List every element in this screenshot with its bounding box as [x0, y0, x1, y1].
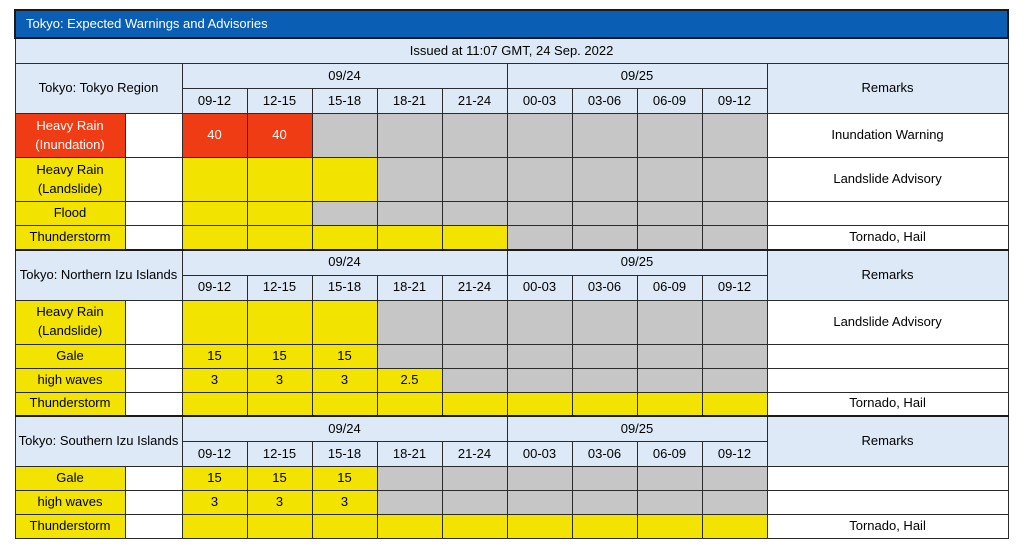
forecast-cell	[572, 368, 637, 392]
date-header: 09/25	[507, 250, 767, 276]
warning-row	[15, 368, 1008, 392]
phenomenon-label: Gale	[15, 344, 125, 368]
forecast-cell	[442, 158, 507, 202]
forecast-cell	[312, 392, 377, 416]
forecast-cell: 40	[182, 114, 247, 158]
forecast-cell	[377, 515, 442, 539]
forecast-cell	[182, 392, 247, 416]
forecast-cell	[702, 202, 767, 226]
forecast-cell: 15	[312, 344, 377, 368]
region-date-row	[15, 416, 1008, 442]
forecast-cell	[507, 344, 572, 368]
blank-cell	[125, 158, 182, 202]
forecast-cell	[377, 226, 442, 250]
warning-row	[15, 158, 1008, 202]
time-header: 00-03	[507, 442, 572, 467]
time-header: 09-12	[182, 89, 247, 114]
forecast-cell	[637, 158, 702, 202]
warnings-table	[14, 9, 1009, 539]
forecast-cell	[377, 158, 442, 202]
remark-cell: Landslide Advisory	[767, 158, 1008, 202]
time-header: 12-15	[247, 89, 312, 114]
time-header: 03-06	[572, 89, 637, 114]
issued-time: Issued at 11:07 GMT, 24 Sep. 2022	[15, 38, 1008, 64]
forecast-cell	[312, 226, 377, 250]
forecast-cell	[702, 114, 767, 158]
forecast-cell	[312, 515, 377, 539]
forecast-cell	[312, 114, 377, 158]
blank-cell	[125, 202, 182, 226]
remarks-header: Remarks	[767, 250, 1008, 301]
warning-row	[15, 467, 1008, 491]
forecast-cell	[377, 392, 442, 416]
forecast-cell	[442, 392, 507, 416]
date-header: 09/25	[507, 64, 767, 89]
forecast-cell	[702, 515, 767, 539]
forecast-cell: 15	[247, 344, 312, 368]
forecast-cell	[182, 300, 247, 344]
forecast-cell	[312, 300, 377, 344]
remarks-header: Remarks	[767, 64, 1008, 114]
region-date-row	[15, 250, 1008, 276]
blank-cell	[125, 114, 182, 158]
forecast-cell	[572, 300, 637, 344]
phenomenon-label: Thunderstorm	[15, 515, 125, 539]
forecast-cell: 2.5	[377, 368, 442, 392]
forecast-cell	[702, 491, 767, 515]
time-header: 06-09	[637, 275, 702, 300]
forecast-cell	[572, 202, 637, 226]
time-header: 21-24	[442, 89, 507, 114]
time-header: 18-21	[377, 442, 442, 467]
blank-cell	[125, 344, 182, 368]
time-header: 00-03	[507, 89, 572, 114]
forecast-cell	[312, 202, 377, 226]
remarks-header: Remarks	[767, 416, 1008, 467]
forecast-cell: 15	[312, 467, 377, 491]
remark-cell: Tornado, Hail	[767, 392, 1008, 416]
forecast-cell: 3	[182, 368, 247, 392]
region-name: Tokyo: Southern Izu Islands	[15, 416, 182, 467]
remark-cell: Tornado, Hail	[767, 515, 1008, 539]
forecast-cell	[637, 300, 702, 344]
blank-cell	[125, 368, 182, 392]
blank-cell	[125, 392, 182, 416]
forecast-cell	[182, 226, 247, 250]
forecast-cell	[247, 300, 312, 344]
forecast-cell	[572, 114, 637, 158]
time-header: 15-18	[312, 442, 377, 467]
time-header: 12-15	[247, 275, 312, 300]
date-header: 09/24	[182, 416, 507, 442]
time-header: 06-09	[637, 89, 702, 114]
forecast-cell: 15	[182, 467, 247, 491]
phenomenon-label: Heavy Rain (Inundation)	[15, 114, 125, 158]
remark-cell	[767, 368, 1008, 392]
time-header: 09-12	[702, 442, 767, 467]
warning-row	[15, 202, 1008, 226]
forecast-cell	[182, 515, 247, 539]
forecast-cell	[442, 114, 507, 158]
forecast-cell	[442, 491, 507, 515]
forecast-cell: 40	[247, 114, 312, 158]
forecast-cell	[702, 158, 767, 202]
blank-cell	[125, 300, 182, 344]
forecast-cell	[182, 158, 247, 202]
forecast-cell	[702, 368, 767, 392]
warning-row	[15, 392, 1008, 416]
forecast-cell	[702, 392, 767, 416]
forecast-cell	[507, 202, 572, 226]
time-header: 21-24	[442, 275, 507, 300]
forecast-cell	[702, 344, 767, 368]
forecast-cell	[637, 392, 702, 416]
time-header: 12-15	[247, 442, 312, 467]
date-header: 09/25	[507, 416, 767, 442]
forecast-cell	[572, 392, 637, 416]
forecast-cell	[247, 226, 312, 250]
forecast-cell	[442, 344, 507, 368]
warning-row	[15, 515, 1008, 539]
forecast-cell	[247, 392, 312, 416]
forecast-cell	[507, 368, 572, 392]
forecast-cell	[442, 515, 507, 539]
forecast-cell	[572, 467, 637, 491]
forecast-cell	[247, 202, 312, 226]
forecast-cell	[637, 467, 702, 491]
remark-cell	[767, 202, 1008, 226]
forecast-cell	[507, 467, 572, 491]
time-header: 03-06	[572, 275, 637, 300]
region-date-row	[15, 64, 1008, 89]
forecast-cell: 3	[312, 491, 377, 515]
forecast-cell: 3	[247, 368, 312, 392]
warning-row	[15, 491, 1008, 515]
time-header: 09-12	[702, 89, 767, 114]
forecast-cell	[247, 158, 312, 202]
region-name: Tokyo: Tokyo Region	[15, 64, 182, 114]
remark-cell	[767, 467, 1008, 491]
remark-cell	[767, 491, 1008, 515]
forecast-cell	[507, 392, 572, 416]
forecast-cell	[702, 467, 767, 491]
remark-cell: Tornado, Hail	[767, 226, 1008, 250]
blank-cell	[125, 467, 182, 491]
time-header: 15-18	[312, 89, 377, 114]
blank-cell	[125, 491, 182, 515]
warning-row	[15, 226, 1008, 250]
forecast-cell	[182, 202, 247, 226]
forecast-cell	[637, 114, 702, 158]
forecast-cell	[507, 226, 572, 250]
forecast-cell	[377, 491, 442, 515]
time-header: 15-18	[312, 275, 377, 300]
forecast-cell	[442, 368, 507, 392]
forecast-cell	[507, 114, 572, 158]
forecast-cell: 3	[247, 491, 312, 515]
forecast-cell	[377, 467, 442, 491]
phenomenon-label: Heavy Rain (Landslide)	[15, 158, 125, 202]
forecast-cell	[377, 202, 442, 226]
date-header: 09/24	[182, 250, 507, 276]
warning-row	[15, 114, 1008, 158]
blank-cell	[125, 515, 182, 539]
forecast-cell	[312, 158, 377, 202]
time-header: 03-06	[572, 442, 637, 467]
forecast-cell: 3	[312, 368, 377, 392]
phenomenon-label: Thunderstorm	[15, 226, 125, 250]
phenomenon-label: high waves	[15, 368, 125, 392]
forecast-cell: 15	[247, 467, 312, 491]
forecast-cell	[702, 300, 767, 344]
forecast-cell	[247, 515, 312, 539]
forecast-cell	[572, 515, 637, 539]
forecast-cell	[442, 226, 507, 250]
forecast-cell	[442, 202, 507, 226]
forecast-cell: 3	[182, 491, 247, 515]
forecast-cell	[637, 344, 702, 368]
page-title: Tokyo: Expected Warnings and Advisories	[15, 10, 1008, 38]
phenomenon-label: Gale	[15, 467, 125, 491]
phenomenon-label: Heavy Rain (Landslide)	[15, 300, 125, 344]
warning-row	[15, 344, 1008, 368]
forecast-cell	[637, 515, 702, 539]
forecast-cell	[377, 300, 442, 344]
time-header: 21-24	[442, 442, 507, 467]
forecast-cell	[507, 491, 572, 515]
forecast-cell	[507, 300, 572, 344]
forecast-cell	[572, 344, 637, 368]
remark-cell: Inundation Warning	[767, 114, 1008, 158]
forecast-cell	[507, 515, 572, 539]
remark-cell: Landslide Advisory	[767, 300, 1008, 344]
forecast-cell	[507, 158, 572, 202]
time-header: 09-12	[182, 442, 247, 467]
forecast-cell	[702, 226, 767, 250]
forecast-cell	[442, 300, 507, 344]
forecast-cell	[637, 226, 702, 250]
forecast-cell	[377, 344, 442, 368]
forecast-cell	[637, 202, 702, 226]
time-header: 09-12	[182, 275, 247, 300]
region-name: Tokyo: Northern Izu Islands	[15, 250, 182, 301]
remark-cell	[767, 344, 1008, 368]
forecast-cell	[442, 467, 507, 491]
phenomenon-label: high waves	[15, 491, 125, 515]
time-header: 18-21	[377, 89, 442, 114]
forecast-cell	[572, 158, 637, 202]
forecast-cell	[572, 491, 637, 515]
time-header: 09-12	[702, 275, 767, 300]
forecast-cell	[637, 368, 702, 392]
time-header: 00-03	[507, 275, 572, 300]
time-header: 18-21	[377, 275, 442, 300]
phenomenon-label: Flood	[15, 202, 125, 226]
forecast-cell	[377, 114, 442, 158]
phenomenon-label: Thunderstorm	[15, 392, 125, 416]
time-header: 06-09	[637, 442, 702, 467]
warning-row	[15, 300, 1008, 344]
forecast-cell	[637, 491, 702, 515]
forecast-cell: 15	[182, 344, 247, 368]
date-header: 09/24	[182, 64, 507, 89]
blank-cell	[125, 226, 182, 250]
forecast-cell	[572, 226, 637, 250]
